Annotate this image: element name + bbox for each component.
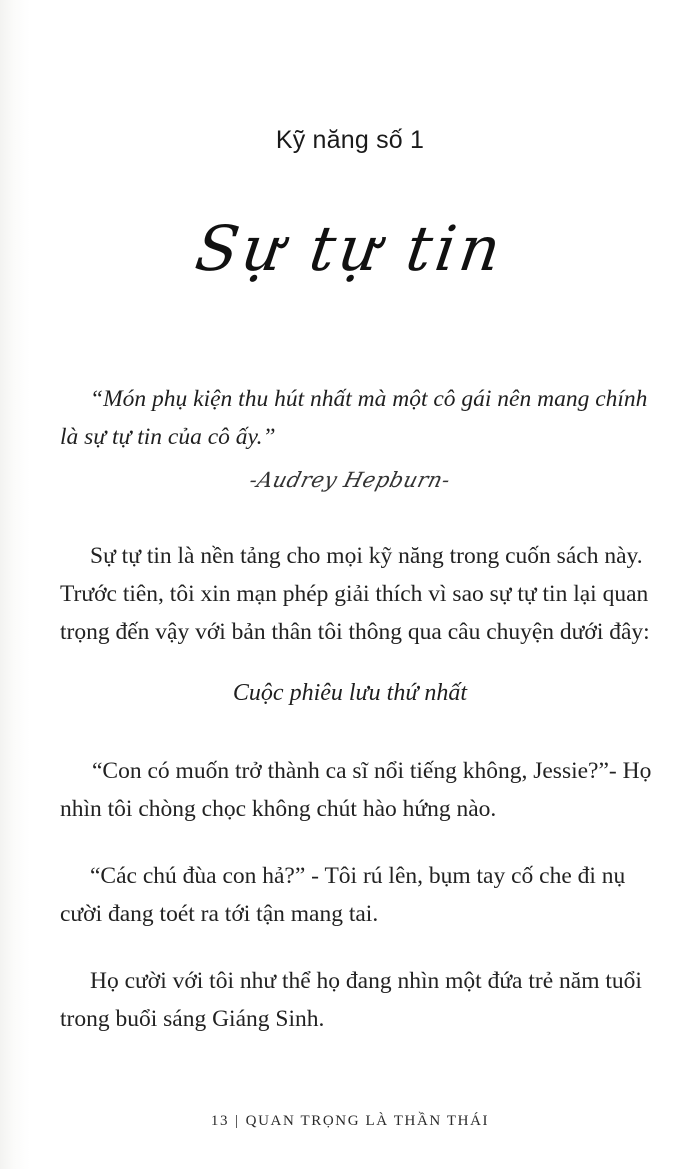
paragraph-line: “Các chú đùa con hả?” - Tôi rú lên, bụm tay cố che đi nụ xyxy=(90,863,626,889)
paragraph-line: Sự tự tin là nền tảng cho mọi kỹ năng trong cuốn sách này. xyxy=(90,543,643,569)
footer-separator: | xyxy=(235,1113,240,1129)
paragraph xyxy=(60,962,666,1038)
paragraph-line: trong buổi sáng Giáng Sinh. xyxy=(60,1006,325,1032)
paragraph-line: cười đang toét ra tới tận mang tai. xyxy=(60,901,379,927)
running-title: QUAN TRỌNG LÀ THẦN THÁI xyxy=(245,1113,490,1129)
paragraph xyxy=(60,752,666,828)
paragraph-line: Trước tiên, tôi xin mạn phép giải thích vì sao sự tự tin lại quan xyxy=(60,581,649,607)
section-subheading: Cuộc phiêu lưu thứ nhất xyxy=(232,680,468,706)
chapter-label: Kỹ năng số 1 xyxy=(275,126,425,154)
paragraph xyxy=(60,537,666,651)
page-number: 13 xyxy=(210,1113,230,1129)
chapter-title: Sự tự tin xyxy=(191,212,509,285)
quote-signature: -Audrey Hepburn- xyxy=(246,468,454,492)
paragraph-line: nhìn tôi chòng chọc không chút hào hứng nào. xyxy=(60,796,497,822)
page-footer xyxy=(0,1113,700,1130)
epigraph-quote xyxy=(60,380,660,456)
paragraph xyxy=(60,857,666,933)
quote-line: là sự tự tin của cô ấy.” xyxy=(60,424,276,450)
quote-line: “Món phụ kiện thu hút nhất mà một cô gái nên mang chính xyxy=(90,386,648,412)
paragraph-line: “Con có muốn trở thành ca sĩ nổi tiếng không, Jessie?”- Họ xyxy=(92,758,652,784)
paragraph-line: trọng đến vậy với bản thân tôi thông qua câu chuyện dưới đây: xyxy=(60,619,650,645)
paragraph-line: Họ cười với tôi như thể họ đang nhìn một đứa trẻ năm tuổi xyxy=(90,968,642,994)
